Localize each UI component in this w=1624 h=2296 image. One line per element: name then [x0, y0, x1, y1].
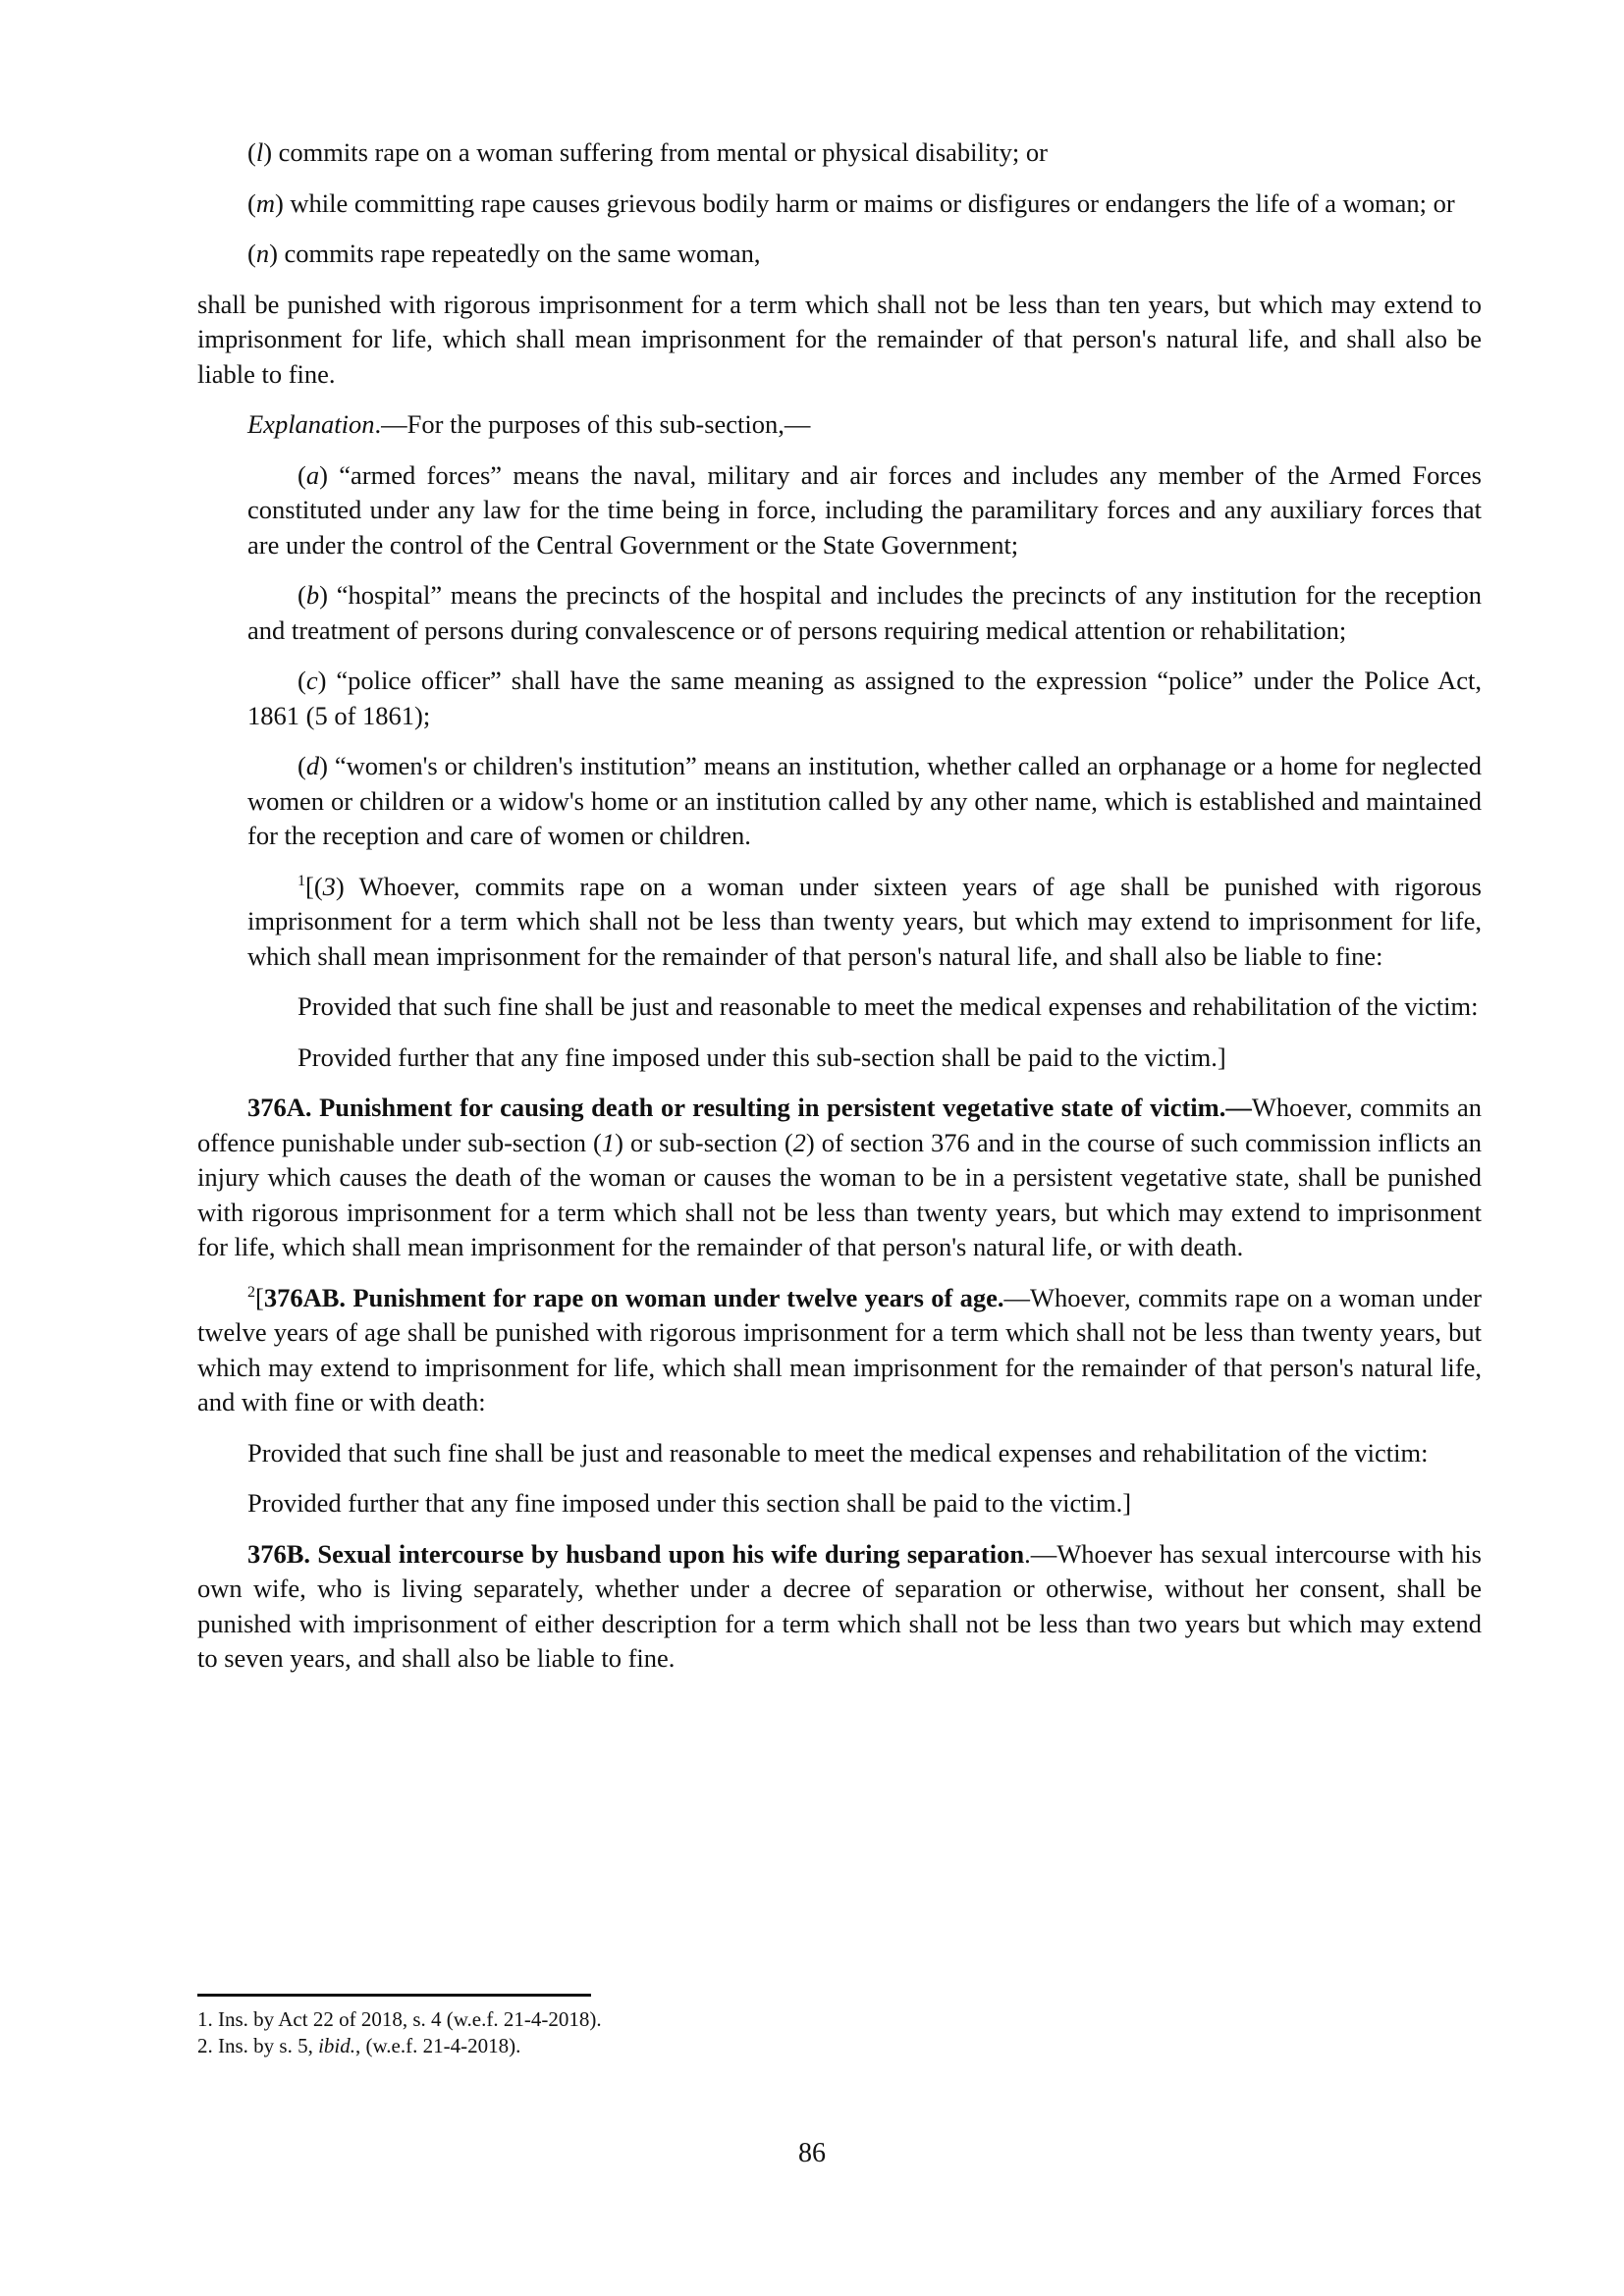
section-text: Whoever, commits an offence punishable under sub-section ( — [197, 1093, 1482, 1157]
subsection-3-proviso-2: Provided further that any fine imposed under this sub-section shall be paid to the victim.] — [298, 1041, 1226, 1072]
footnote-divider — [197, 1994, 591, 1997]
page-number: 86 — [798, 2138, 826, 2168]
footnote-ref-2[interactable]: 2 — [247, 1283, 255, 1301]
footnote-2 — [197, 2033, 602, 2059]
bracket-open: [ — [255, 1282, 264, 1312]
section-376B-heading: 376B. Sexual intercourse by husband upon his wife during separation — [247, 1538, 1025, 1569]
item-label: d — [305, 751, 320, 780]
section-text: ) or sub-section ( — [615, 1127, 793, 1157]
item-text: “hospital” means the precincts of the hospital and includes the precincts of any institution for the reception and treatment of persons during convalescence or of persons requiring medical attention or rehabilitation; — [247, 580, 1482, 645]
clause-text: commits rape on a woman suffering from mental or physical disability; or — [272, 137, 1048, 167]
clause-label: n — [255, 239, 270, 268]
footnote-ibid: ibid. — [318, 2034, 356, 2057]
explanation-items — [197, 458, 1482, 1076]
explanation-intro — [197, 407, 1482, 443]
section-376A-heading: 376A. Punishment for causing death or resulting in persistent vegetative state of victim — [247, 1093, 1219, 1122]
explanation-intro-text: .—For the purposes of this sub-section,— — [374, 409, 811, 439]
explanation-label: Explanation — [247, 409, 375, 439]
item-text: “armed forces” means the naval, military and air forces and includes any member of the Armed Forces constituted under any law for the time being in force, including the paramilitary forces and any auxiliary forces that are under the control of the Central Government or the State Government; — [247, 459, 1482, 560]
section-text: —Whoever, commits rape on a woman under twelve years of age shall be punished with rigorous imprisonment for a term which shall not be less than twenty years, but which may extend to imprisonment for life, which shall mean imprisonment for the remainder of that person's natural life, and with fine or with death: — [197, 1282, 1482, 1416]
item-text: “women's or children's institution” means an institution, whether called an orphanage or a home for neglected women or children or a widow's home or an institution called by any other name, which is established and maintained for the reception and care of women or children. — [247, 751, 1482, 850]
explanation-item-c: (c) “police officer” shall have the same meaning as assigned to the expression “police” under the Police Act, 1861 (5 of 1861); — [247, 666, 1482, 730]
subsection-3-text: ) Whoever, commits rape on a woman under sixteen years of age shall be punished with rigorous imprisonment for a term which shall not be less than twenty years, but which may extend to imprisonment for life, which shall mean imprisonment for the remainder of that person's natural life, and shall also be liable to fine: — [247, 871, 1482, 971]
heading-dash: .— — [1218, 1093, 1252, 1122]
section-376A — [197, 1091, 1482, 1265]
section-376AB — [197, 1281, 1482, 1420]
item-label: a — [305, 459, 320, 490]
bracket-open: [( — [305, 871, 323, 901]
footnote-ref-1[interactable]: 1 — [298, 872, 305, 889]
explanation-item-d: (d) “women's or children's institution” means an institution, whether called an orphanage or a home for neglected women or children or a widow's home or an institution called by any other name, which is established and maintained for the reception and care of women or children. — [247, 751, 1482, 850]
item-label: b — [305, 580, 320, 610]
section-text: .—Whoever has sexual intercourse with his own wife, who is living separately, whether under a decree of separation or otherwise, without her consent, shall be punished with imprisonment of either description for a term which shall not be less than two years but which may extend to seven years, and shall also be liable to fine. — [197, 1538, 1482, 1673]
section-376AB-proviso-2: Provided further that any fine imposed under this section shall be paid to the victim.] — [247, 1488, 1132, 1518]
section-376B — [197, 1537, 1482, 1677]
explanation-item-a: (a) “armed forces” means the naval, military and air forces and includes any member of the Armed Forces constituted under any law for the time being in force, including the paramilitary forces and any auxiliary forces that are under the control of the Central Government or the State Government; — [247, 459, 1482, 560]
clause-m: (m) while committing rape causes grievous bodily harm or maims or disfigures or endangers the life of a woman; or — [247, 187, 1455, 218]
section-text: ) of section 376 and in the course of such commission inflicts an injury which causes the death of the woman or causes the woman to be in a persistent vegetative state, shall be punished with rigorous imprisonment for a term which shall not be less than twenty years, but which may extend to imprisonment for life, which shall mean imprisonment for the remainder of that person's natural life, or with death. — [197, 1127, 1482, 1261]
document-page-body — [197, 135, 1482, 1677]
subsection-3-proviso-1: Provided that such fine shall be just and reasonable to meet the medical expenses and rehabilitation of the victim: — [298, 991, 1479, 1021]
section-376AB-proviso-1: Provided that such fine shall be just and reasonable to meet the medical expenses and rehabilitation of the victim: — [247, 1437, 1429, 1468]
punishment-paragraph: shall be punished with rigorous imprisonment for a term which shall not be less than ten years, but which may extend to imprisonment for life, which shall mean imprisonment for the remainder of that person's natural life, and shall also be liable to fine. — [197, 289, 1482, 389]
clause-n: (n) commits rape repeatedly on the same woman, — [247, 239, 761, 268]
item-label: c — [305, 666, 318, 695]
subsection-ref: 2 — [792, 1127, 806, 1157]
clause-l: (l) commits rape on a woman suffering from mental or physical disability; or — [247, 137, 1048, 167]
footnote-text: 2. Ins. by s. 5, — [197, 2034, 319, 2057]
subsection-number: 3 — [322, 871, 336, 901]
subsection-ref: 1 — [601, 1127, 616, 1157]
explanation-item-b: (b) “hospital” means the precincts of the hospital and includes the precincts of any institution for the reception and treatment of persons during convalescence or of persons requiring medical attention or rehabilitation; — [247, 580, 1482, 645]
clause-text: commits rape repeatedly on the same woman, — [277, 239, 761, 268]
clause-text: while committing rape causes grievous bodily harm or maims or disfigures or endangers the life of a woman; or — [283, 187, 1455, 218]
subsection-3 — [247, 870, 1482, 975]
footnote-1: 1. Ins. by Act 22 of 2018, s. 4 (w.e.f. 21-4-2018). — [197, 2007, 602, 2031]
clause-label: l — [255, 137, 264, 167]
item-text: “police officer” shall have the same meaning as assigned to the expression “police” under the Police Act, 1861 (5 of 1861); — [247, 666, 1482, 730]
section-376AB-heading: 376AB. Punishment for rape on woman under twelve years of age. — [263, 1282, 1004, 1312]
clause-label: m — [255, 187, 275, 218]
footnote-text: , (w.e.f. 21-4-2018). — [355, 2034, 521, 2057]
footnotes — [197, 2006, 602, 2059]
